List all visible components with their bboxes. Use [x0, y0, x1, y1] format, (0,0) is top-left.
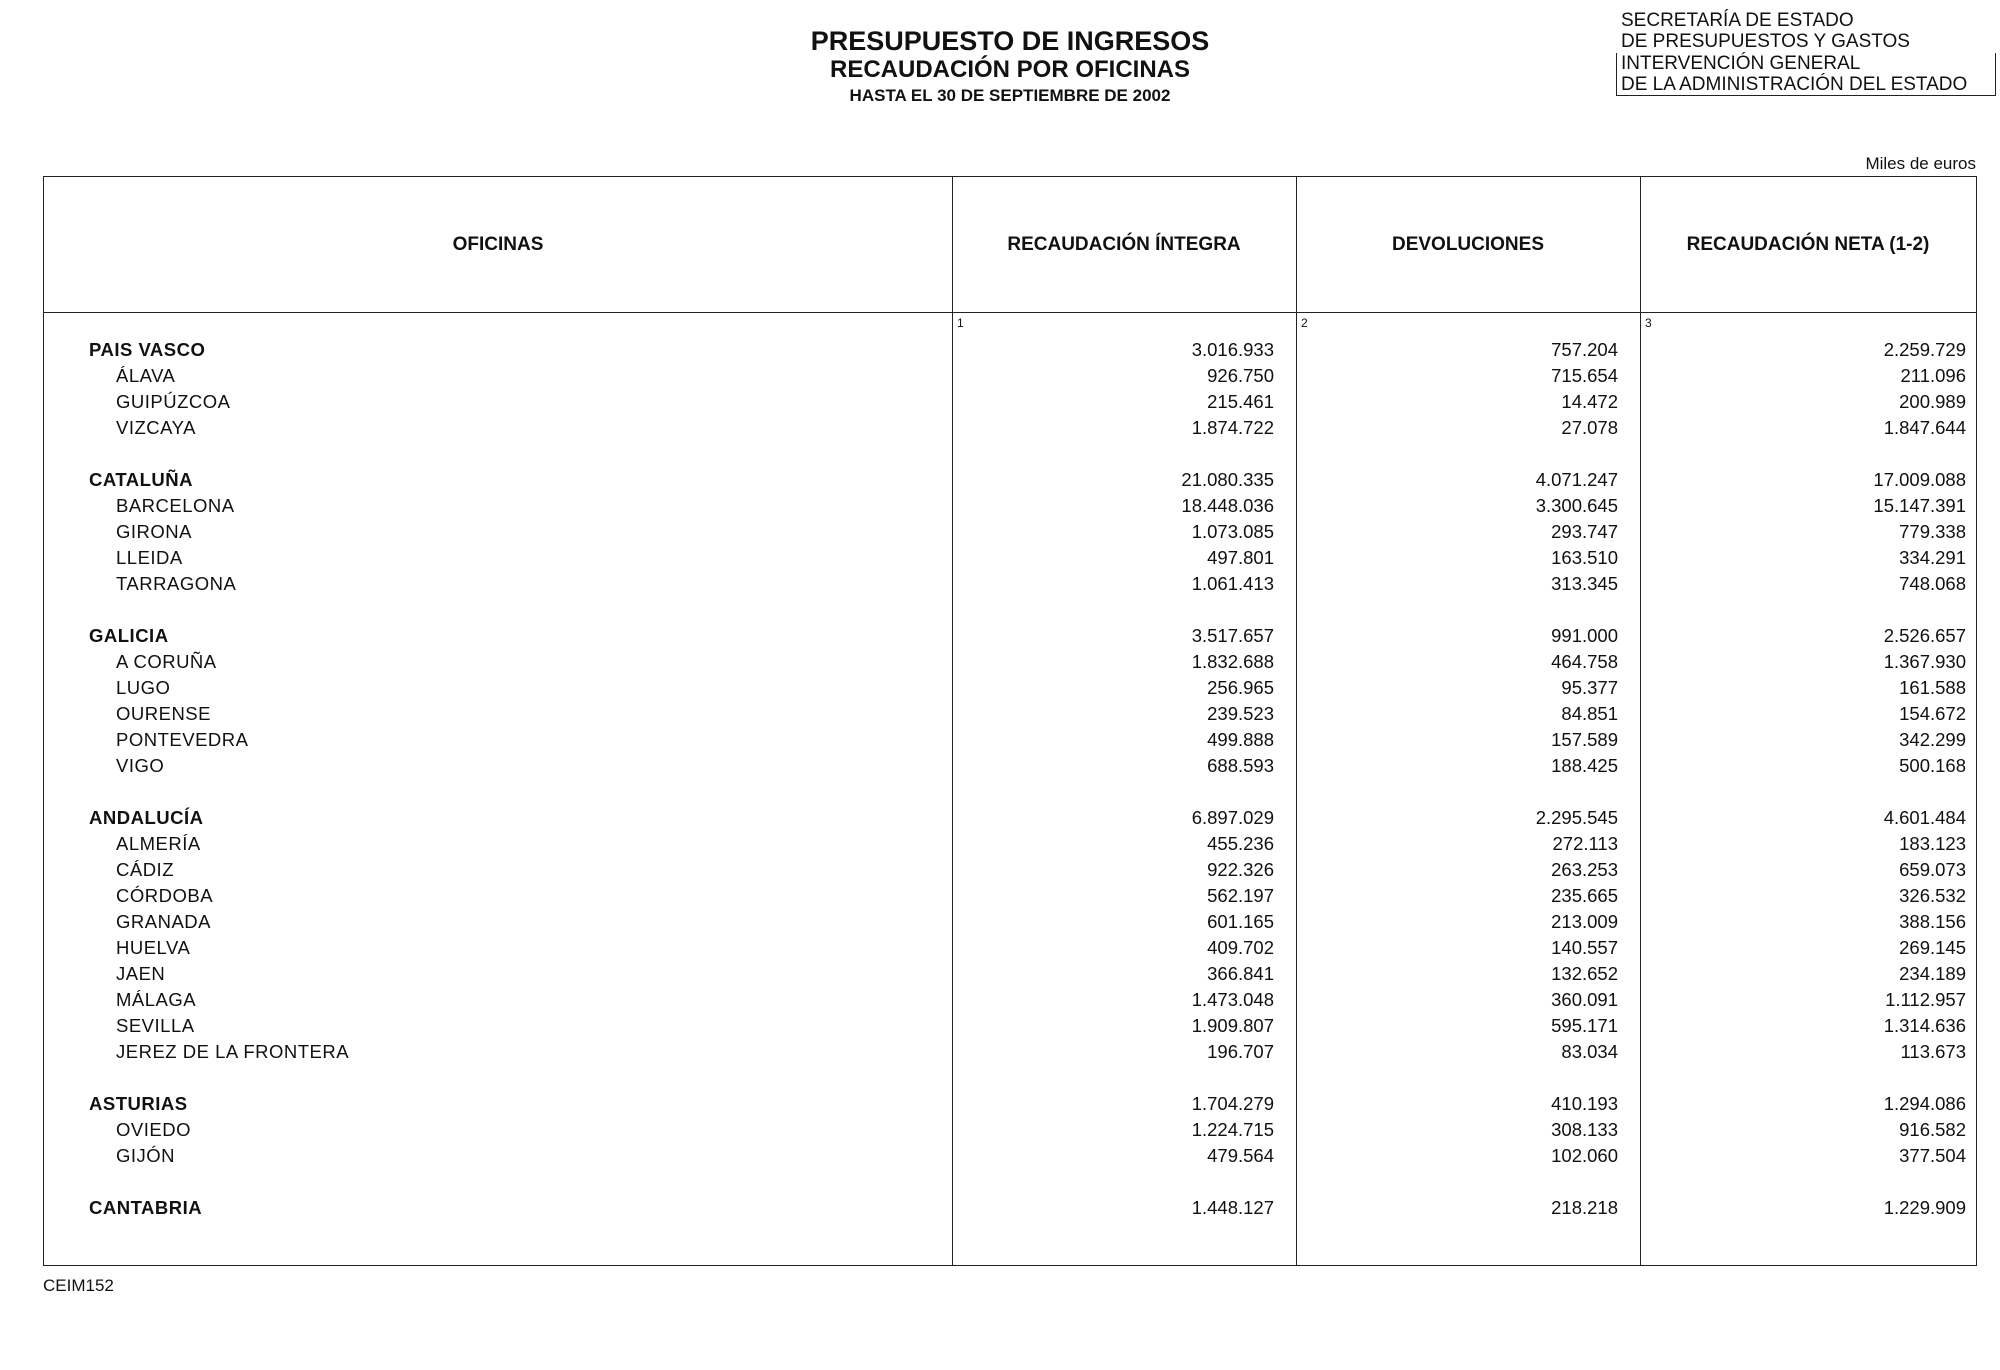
- table-row: [44, 753, 1976, 779]
- table-row: [44, 961, 1976, 987]
- recaudacion-neta-cell: 269.145: [1899, 937, 1966, 958]
- devoluciones-cell: 595.171: [1551, 1015, 1618, 1036]
- recaudacion-integra-cell: 6.897.029: [1191, 807, 1274, 828]
- table-row: [44, 935, 1976, 961]
- recaudacion-integra-cell: 366.841: [1207, 963, 1274, 984]
- recaudacion-integra-cell: 479.564: [1207, 1145, 1274, 1166]
- office-name: CATALUÑA: [89, 469, 194, 490]
- table-row: [44, 831, 1976, 857]
- recaudacion-integra-cell: 3.016.933: [1191, 339, 1274, 360]
- column-header-devoluciones: DEVOLUCIONES: [1391, 233, 1545, 255]
- recaudacion-integra-cell: 215.461: [1207, 391, 1274, 412]
- recaudacion-neta-cell: 2.526.657: [1883, 625, 1966, 646]
- office-name: GUIPÚZCOA: [116, 391, 231, 412]
- devoluciones-cell: 715.654: [1551, 365, 1618, 386]
- recaudacion-neta-cell: 1.847.644: [1883, 417, 1966, 438]
- recaudacion-integra-cell: 3.517.657: [1191, 625, 1274, 646]
- office-name: ASTURIAS: [89, 1093, 188, 1114]
- column-header-integra: RECAUDACIÓN ÍNTEGRA: [1007, 233, 1241, 255]
- office-name: OVIEDO: [116, 1119, 191, 1140]
- recaudacion-integra-cell: 1.224.715: [1191, 1119, 1274, 1140]
- devoluciones-cell: 235.665: [1551, 885, 1618, 906]
- report-date-line: HASTA EL 30 DE SEPTIEMBRE DE 2002: [849, 86, 1171, 105]
- devoluciones-cell: 757.204: [1551, 339, 1618, 360]
- table-row: [44, 571, 1976, 597]
- column-number: 3: [1645, 316, 1652, 330]
- column-header-oficinas: OFICINAS: [452, 233, 544, 255]
- office-name: A CORUÑA: [116, 651, 217, 672]
- column-number: 2: [1301, 316, 1308, 330]
- recaudacion-neta-cell: 779.338: [1899, 521, 1966, 542]
- recaudacion-neta-cell: 211.096: [1900, 365, 1966, 386]
- recaudacion-neta-cell: 15.147.391: [1873, 495, 1966, 516]
- devoluciones-cell: 132.652: [1551, 963, 1618, 984]
- office-name: OURENSE: [116, 703, 211, 724]
- recaudacion-neta-cell: 161.588: [1899, 677, 1966, 698]
- office-name: CÓRDOBA: [116, 885, 214, 906]
- units-label: Miles de euros: [1865, 154, 1976, 173]
- devoluciones-cell: 410.193: [1551, 1093, 1618, 1114]
- devoluciones-cell: 188.425: [1551, 755, 1618, 776]
- recaudacion-neta-cell: 659.073: [1899, 859, 1966, 880]
- report-subtitle: RECAUDACIÓN POR OFICINAS: [829, 56, 1190, 83]
- recaudacion-neta-cell: 342.299: [1899, 729, 1966, 750]
- devoluciones-cell: 27.078: [1561, 417, 1618, 438]
- recaudacion-neta-cell: 1.294.086: [1883, 1093, 1966, 1114]
- recaudacion-integra-cell: 21.080.335: [1181, 469, 1274, 490]
- column-header-neta: RECAUDACIÓN NETA (1-2): [1686, 233, 1930, 255]
- devoluciones-cell: 293.747: [1551, 521, 1618, 542]
- table-row-group: [44, 1091, 1976, 1117]
- recaudacion-neta-cell: 326.532: [1899, 885, 1966, 906]
- recaudacion-integra-cell: 1.704.279: [1191, 1093, 1274, 1114]
- recaudacion-neta-cell: 200.989: [1899, 391, 1966, 412]
- recaudacion-integra-cell: 1.073.085: [1191, 521, 1274, 542]
- recaudacion-neta-cell: 4.601.484: [1883, 807, 1966, 828]
- devoluciones-cell: 213.009: [1551, 911, 1618, 932]
- agency-line-2: DE PRESUPUESTOS Y GASTOS: [1621, 31, 1910, 52]
- recaudacion-integra-cell: 499.888: [1207, 729, 1274, 750]
- recaudacion-integra-cell: 562.197: [1207, 885, 1274, 906]
- header-divider: [44, 312, 1976, 313]
- recaudacion-neta-cell: 916.582: [1899, 1119, 1966, 1140]
- recaudacion-neta-cell: 113.673: [1900, 1041, 1966, 1062]
- devoluciones-cell: 95.377: [1561, 677, 1618, 698]
- table-row: [44, 909, 1976, 935]
- office-name: GALICIA: [89, 625, 169, 646]
- recaudacion-integra-cell: 601.165: [1207, 911, 1274, 932]
- table-row: [44, 727, 1976, 753]
- devoluciones-cell: 263.253: [1551, 859, 1618, 880]
- devoluciones-cell: 272.113: [1552, 833, 1618, 854]
- recaudacion-integra-cell: 455.236: [1207, 833, 1274, 854]
- office-name: LLEIDA: [116, 547, 183, 568]
- recaudacion-neta-cell: 1.314.636: [1883, 1015, 1966, 1036]
- recaudacion-integra-cell: 1.909.807: [1191, 1015, 1274, 1036]
- agency-line-3: INTERVENCIÓN GENERAL: [1621, 53, 1861, 74]
- office-name: VIGO: [116, 755, 165, 776]
- office-name: VIZCAYA: [116, 417, 196, 438]
- office-name: PAIS VASCO: [89, 339, 206, 360]
- recaudacion-neta-cell: 1.229.909: [1883, 1197, 1966, 1218]
- office-name: GIJÓN: [116, 1145, 176, 1166]
- table-row: [44, 1013, 1976, 1039]
- office-name: SEVILLA: [116, 1015, 195, 1036]
- recaudacion-integra-cell: 497.801: [1207, 547, 1274, 568]
- office-name: GRANADA: [116, 911, 211, 932]
- office-name: ALMERÍA: [116, 833, 201, 854]
- recaudacion-neta-cell: 388.156: [1899, 911, 1966, 932]
- devoluciones-cell: 218.218: [1551, 1197, 1618, 1218]
- report-title-block: [760, 26, 1260, 108]
- table-row-group: [44, 1195, 1976, 1221]
- office-name: ÁLAVA: [116, 365, 176, 386]
- recaudacion-neta-cell: 234.189: [1899, 963, 1966, 984]
- devoluciones-cell: 84.851: [1561, 703, 1618, 724]
- table-row: [44, 389, 1976, 415]
- revenue-table: [43, 176, 1977, 1266]
- table-row: [44, 363, 1976, 389]
- table-row: [44, 1039, 1976, 1065]
- devoluciones-cell: 991.000: [1551, 625, 1618, 646]
- recaudacion-integra-cell: 922.326: [1207, 859, 1274, 880]
- agency-line-1: SECRETARÍA DE ESTADO: [1621, 10, 1854, 31]
- agency-line-4: DE LA ADMINISTRACIÓN DEL ESTADO: [1621, 74, 1968, 95]
- recaudacion-integra-cell: 409.702: [1207, 937, 1274, 958]
- office-name: CÁDIZ: [116, 859, 174, 880]
- table-row: [44, 1117, 1976, 1143]
- report-title: PRESUPUESTO DE INGRESOS: [810, 26, 1210, 56]
- recaudacion-integra-cell: 18.448.036: [1181, 495, 1274, 516]
- office-name: JEREZ DE LA FRONTERA: [116, 1041, 350, 1062]
- recaudacion-integra-cell: 688.593: [1207, 755, 1274, 776]
- office-name: HUELVA: [116, 937, 191, 958]
- recaudacion-integra-cell: 1.448.127: [1191, 1197, 1274, 1218]
- office-name: ANDALUCÍA: [89, 807, 204, 828]
- table-row-group: [44, 467, 1976, 493]
- devoluciones-cell: 140.557: [1551, 937, 1618, 958]
- agency-subbox: [1616, 53, 1996, 96]
- devoluciones-cell: 163.510: [1551, 547, 1618, 568]
- recaudacion-integra-cell: 1.832.688: [1191, 651, 1274, 672]
- office-name: MÁLAGA: [116, 989, 197, 1010]
- recaudacion-integra-cell: 239.523: [1207, 703, 1274, 724]
- table-row: [44, 883, 1976, 909]
- column-number: 1: [957, 316, 964, 330]
- devoluciones-cell: 102.060: [1551, 1145, 1618, 1166]
- recaudacion-neta-cell: 748.068: [1899, 573, 1966, 594]
- table-row: [44, 1143, 1976, 1169]
- table-row: [44, 987, 1976, 1013]
- table-row: [44, 649, 1976, 675]
- table-row-group: [44, 623, 1976, 649]
- recaudacion-neta-cell: 2.259.729: [1883, 339, 1966, 360]
- table-row: [44, 545, 1976, 571]
- devoluciones-cell: 308.133: [1551, 1119, 1618, 1140]
- recaudacion-neta-cell: 154.672: [1899, 703, 1966, 724]
- devoluciones-cell: 157.589: [1551, 729, 1618, 750]
- table-row: [44, 415, 1976, 441]
- recaudacion-neta-cell: 17.009.088: [1873, 469, 1966, 490]
- table-row: [44, 519, 1976, 545]
- table-row: [44, 493, 1976, 519]
- recaudacion-integra-cell: 196.707: [1207, 1041, 1274, 1062]
- office-name: TARRAGONA: [116, 573, 237, 594]
- table-row-group: [44, 337, 1976, 363]
- recaudacion-neta-cell: 183.123: [1899, 833, 1966, 854]
- table-row: [44, 857, 1976, 883]
- devoluciones-cell: 464.758: [1551, 651, 1618, 672]
- devoluciones-cell: 4.071.247: [1535, 469, 1618, 490]
- office-name: CANTABRIA: [89, 1197, 203, 1218]
- recaudacion-integra-cell: 1.473.048: [1191, 989, 1274, 1010]
- recaudacion-neta-cell: 377.504: [1899, 1145, 1966, 1166]
- recaudacion-neta-cell: 1.112.957: [1885, 989, 1966, 1010]
- devoluciones-cell: 313.345: [1551, 573, 1618, 594]
- office-name: JAEN: [116, 963, 166, 984]
- recaudacion-neta-cell: 334.291: [1899, 547, 1966, 568]
- devoluciones-cell: 2.295.545: [1535, 807, 1618, 828]
- office-name: LUGO: [116, 677, 171, 698]
- office-name: GIRONA: [116, 521, 192, 542]
- table-body: [44, 337, 1976, 1221]
- devoluciones-cell: 3.300.645: [1535, 495, 1618, 516]
- recaudacion-neta-cell: 500.168: [1899, 755, 1966, 776]
- recaudacion-integra-cell: 1.874.722: [1191, 417, 1274, 438]
- recaudacion-neta-cell: 1.367.930: [1883, 651, 1966, 672]
- agency-block: [1616, 10, 1996, 96]
- office-name: PONTEVEDRA: [116, 729, 249, 750]
- devoluciones-cell: 360.091: [1551, 989, 1618, 1010]
- devoluciones-cell: 83.034: [1561, 1041, 1618, 1062]
- devoluciones-cell: 14.472: [1561, 391, 1618, 412]
- document-code: CEIM152: [43, 1276, 114, 1295]
- office-name: BARCELONA: [116, 495, 235, 516]
- table-row: [44, 675, 1976, 701]
- recaudacion-integra-cell: 1.061.413: [1191, 573, 1274, 594]
- recaudacion-integra-cell: 256.965: [1207, 677, 1274, 698]
- table-row: [44, 701, 1976, 727]
- table-row-group: [44, 805, 1976, 831]
- recaudacion-integra-cell: 926.750: [1207, 365, 1274, 386]
